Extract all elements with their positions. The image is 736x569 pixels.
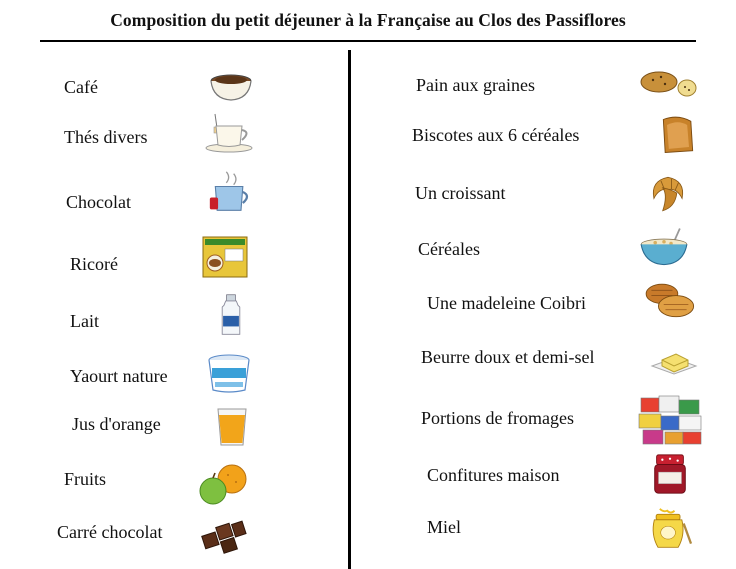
orange-juice-glass-icon xyxy=(206,405,258,449)
butter-icon xyxy=(648,340,700,384)
ricore-box-icon xyxy=(199,235,251,279)
chocolate-squares-icon xyxy=(196,512,248,556)
item-jus-orange: Jus d'orange xyxy=(72,414,161,434)
item-ricore: Ricoré xyxy=(70,254,118,274)
page-title: Composition du petit déjeuner à la Française au Clos des Passiflores xyxy=(110,10,626,30)
honey-pot-icon xyxy=(643,507,695,551)
seed-bread-icon xyxy=(637,62,689,106)
jam-jar-icon xyxy=(644,453,696,497)
item-biscotes: Biscotes aux 6 céréales xyxy=(412,125,580,145)
item-fromages: Portions de fromages xyxy=(421,408,574,428)
item-yaourt: Yaourt nature xyxy=(70,366,168,386)
tea-cup-icon xyxy=(203,110,255,154)
croissant-icon xyxy=(642,172,694,216)
fruits-icon xyxy=(196,462,248,506)
item-madeleine: Une madeleine Coibri xyxy=(427,293,586,313)
cereal-bowl-icon xyxy=(634,225,686,269)
column-divider xyxy=(348,50,351,569)
rusk-icon xyxy=(652,114,704,158)
milk-bottle-icon xyxy=(205,293,257,337)
title-divider xyxy=(40,40,696,42)
item-fruits: Fruits xyxy=(64,469,107,489)
hot-chocolate-mug-icon xyxy=(204,170,256,214)
coffee-bowl-icon xyxy=(205,65,257,109)
item-pain-graines: Pain aux graines xyxy=(416,75,535,95)
item-carre-chocolat: Carré chocolat xyxy=(57,522,163,542)
item-miel: Miel xyxy=(427,517,461,537)
item-cereales: Céréales xyxy=(418,239,480,259)
item-cafe: Café xyxy=(64,77,98,97)
item-thes: Thés divers xyxy=(64,127,148,147)
cheese-portions-icon xyxy=(637,392,689,436)
yogurt-icon xyxy=(203,352,255,396)
madeleine-icon xyxy=(639,278,691,322)
item-confitures: Confitures maison xyxy=(427,465,560,485)
item-chocolat: Chocolat xyxy=(66,192,131,212)
item-beurre: Beurre doux et demi-sel xyxy=(421,347,595,367)
item-lait: Lait xyxy=(70,311,99,331)
item-croissant: Un croissant xyxy=(415,183,506,203)
